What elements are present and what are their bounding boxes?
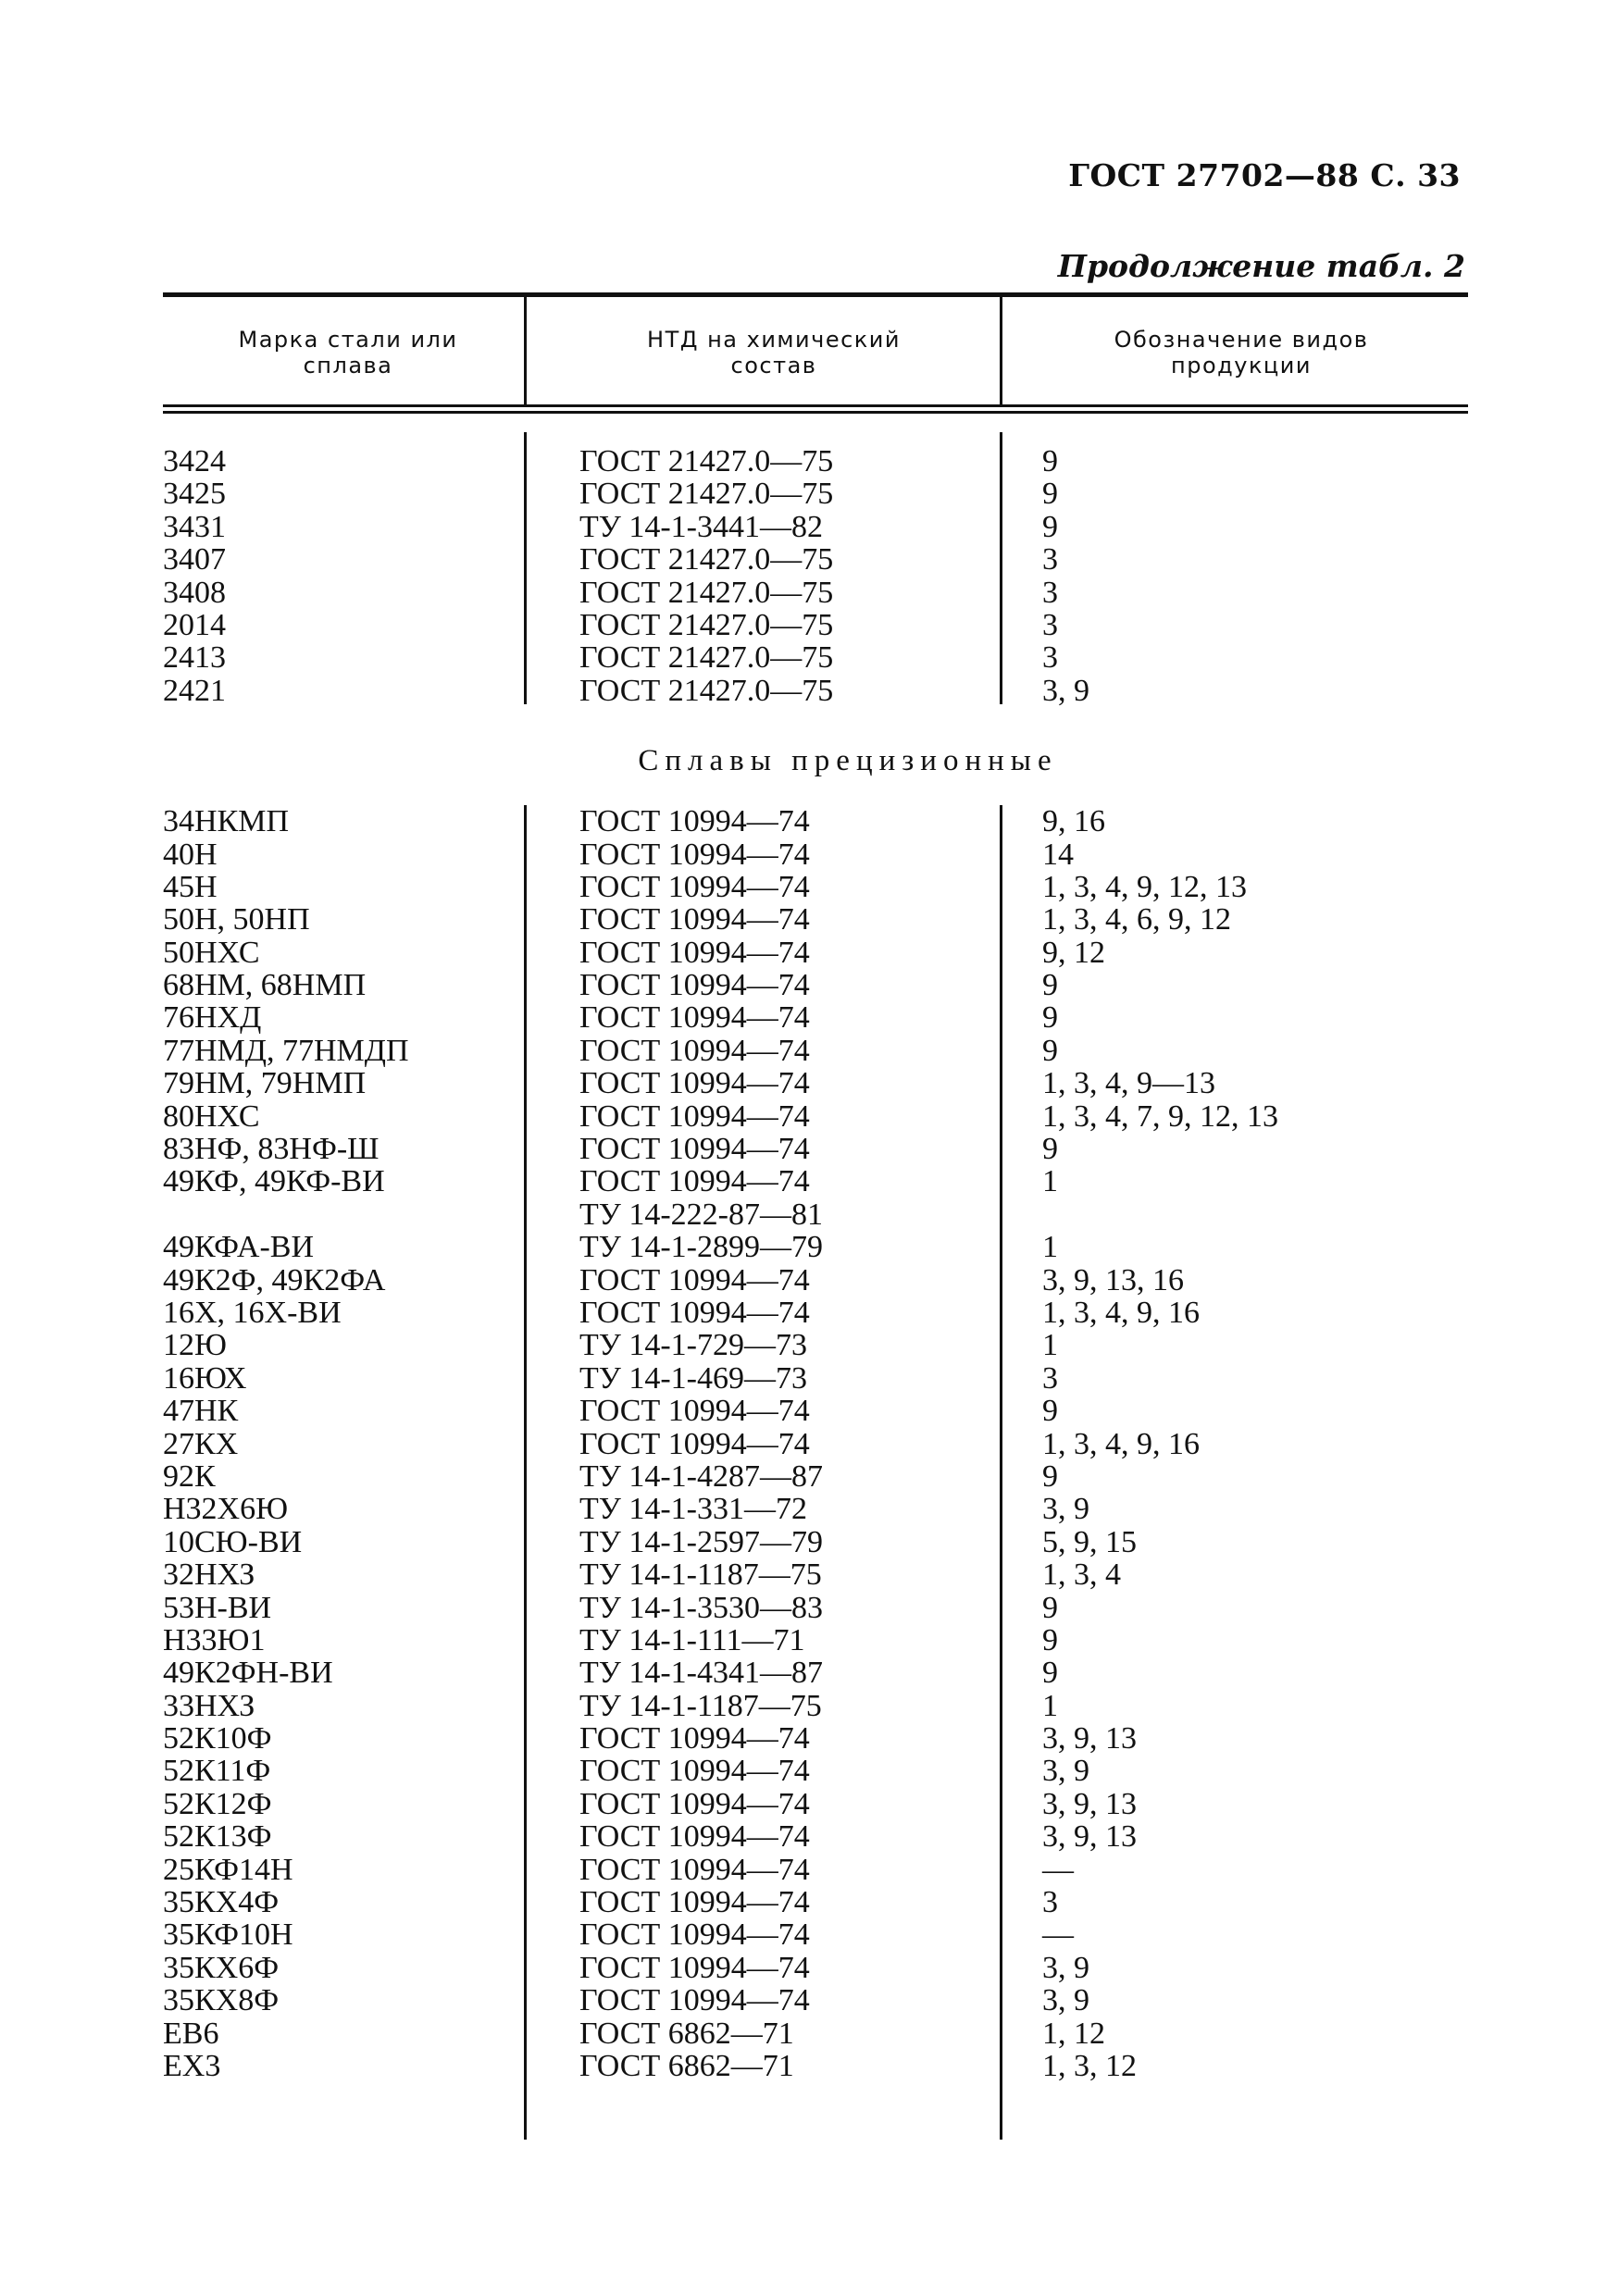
cell-ntd: ТУ 14-1-1187—75 bbox=[579, 1688, 822, 1723]
cell-ntd: ГОСТ 10994—74 bbox=[579, 1721, 810, 1756]
table-row bbox=[163, 937, 1468, 969]
table-row bbox=[163, 1329, 1468, 1361]
cell-products: 1, 3, 4, 9—13 bbox=[1042, 1066, 1215, 1101]
table-row bbox=[163, 1297, 1468, 1329]
steel-grades-table bbox=[163, 292, 1468, 2082]
cell-products: 9 bbox=[1042, 1033, 1058, 1068]
cell-ntd: ГОСТ 10994—74 bbox=[579, 1164, 810, 1199]
cell-products: 1 bbox=[1042, 1688, 1058, 1723]
cell-grade: 10СЮ-ВИ bbox=[163, 1524, 303, 1559]
table-row bbox=[163, 1001, 1468, 1034]
table-row bbox=[163, 1624, 1468, 1657]
cell-products: 3 bbox=[1042, 542, 1058, 577]
cell-products: 9 bbox=[1042, 1590, 1058, 1625]
cell-ntd: ГОСТ 10994—74 bbox=[579, 1885, 810, 1920]
cell-products: 3, 9, 13 bbox=[1042, 1786, 1137, 1821]
cell-grade: 33НХЗ bbox=[163, 1688, 255, 1723]
cell-grade: 52К11Ф bbox=[163, 1754, 271, 1789]
cell-grade: 3424 bbox=[163, 444, 226, 478]
cell-grade: 12Ю bbox=[163, 1328, 227, 1363]
cell-products: 3, 9, 13 bbox=[1042, 1819, 1137, 1855]
cell-grade: 80НХС bbox=[163, 1098, 260, 1134]
cell-ntd: ГОСТ 10994—74 bbox=[579, 1786, 810, 1821]
cell-grade: 2413 bbox=[163, 640, 226, 676]
cell-products: 3, 9 bbox=[1042, 1950, 1089, 1985]
cell-ntd: ТУ 14-1-1187—75 bbox=[579, 1558, 822, 1593]
cell-grade: 35КФ10Н bbox=[163, 1917, 293, 1953]
table-row bbox=[163, 903, 1468, 936]
table-row bbox=[163, 1067, 1468, 1099]
table-row bbox=[163, 478, 1468, 510]
cell-products: 1 bbox=[1042, 1164, 1058, 1199]
cell-products: 1, 3, 4, 9, 16 bbox=[1042, 1426, 1200, 1461]
cell-grade: 49К2Ф, 49К2ФА bbox=[163, 1262, 386, 1297]
cell-ntd: ГОСТ 10994—74 bbox=[579, 1000, 810, 1036]
header-products: Обозначение видов продукции bbox=[1114, 327, 1369, 379]
table-row bbox=[163, 871, 1468, 903]
table-row bbox=[163, 1428, 1468, 1460]
table-row bbox=[163, 1952, 1468, 1984]
cell-ntd: ГОСТ 10994—74 bbox=[579, 804, 810, 839]
cell-grade: 45Н bbox=[163, 869, 218, 904]
cell-grade: 49КФ, 49КФ-ВИ bbox=[163, 1164, 385, 1199]
table-row bbox=[163, 543, 1468, 576]
table-row bbox=[163, 1198, 1468, 1231]
table-row bbox=[163, 838, 1468, 871]
cell-products: 9 bbox=[1042, 968, 1058, 1003]
cell-ntd: ГОСТ 10994—74 bbox=[579, 837, 810, 872]
cell-ntd: ТУ 14-222-87—81 bbox=[579, 1197, 823, 1232]
cell-ntd: ГОСТ 10994—74 bbox=[579, 1098, 810, 1134]
cell-products: 3, 9, 13 bbox=[1042, 1721, 1137, 1756]
cell-grade: 35КХ6Ф bbox=[163, 1950, 280, 1985]
table-row bbox=[163, 1264, 1468, 1297]
cell-products: 3 bbox=[1042, 607, 1058, 642]
cell-products: 1, 3, 4 bbox=[1042, 1558, 1121, 1593]
cell-ntd: ТУ 14-1-2597—79 bbox=[579, 1524, 823, 1559]
cell-grade: 34НКМП bbox=[163, 804, 290, 839]
cell-products: 3, 9 bbox=[1042, 1983, 1089, 2018]
table-row bbox=[163, 577, 1468, 609]
cell-products: 3 bbox=[1042, 1885, 1058, 1920]
cell-ntd: ГОСТ 21427.0—75 bbox=[579, 640, 834, 676]
cell-ntd: ТУ 14-1-2899—79 bbox=[579, 1230, 823, 1265]
cell-ntd: ГОСТ 10994—74 bbox=[579, 869, 810, 904]
cell-grade: 49КФА-ВИ bbox=[163, 1230, 315, 1265]
cell-grade: 92К bbox=[163, 1458, 216, 1494]
cell-products: 3, 9 bbox=[1042, 1754, 1089, 1789]
header-ntd: НТД на химический состав bbox=[647, 327, 901, 379]
cell-grade: 52К10Ф bbox=[163, 1721, 272, 1756]
cell-products: 14 bbox=[1042, 837, 1074, 872]
table-row bbox=[163, 1133, 1468, 1165]
cell-grade: Н33Ю1 bbox=[163, 1622, 266, 1657]
cell-products: 5, 9, 15 bbox=[1042, 1524, 1137, 1559]
cell-ntd: ГОСТ 10994—74 bbox=[579, 1066, 810, 1101]
table-row bbox=[163, 1690, 1468, 1722]
cell-ntd: ГОСТ 21427.0—75 bbox=[579, 575, 834, 610]
table-row bbox=[163, 2050, 1468, 2082]
cell-grade: 3407 bbox=[163, 542, 226, 577]
table-row bbox=[163, 1788, 1468, 1820]
cell-grade: 50Н, 50НП bbox=[163, 902, 310, 937]
cell-grade: 47НК bbox=[163, 1394, 239, 1429]
cell-products: 9 bbox=[1042, 1394, 1058, 1429]
table-row bbox=[163, 1362, 1468, 1395]
table-header-row bbox=[163, 297, 1468, 404]
cell-ntd: ГОСТ 21427.0—75 bbox=[579, 607, 834, 642]
table-row bbox=[163, 1592, 1468, 1624]
cell-ntd: ГОСТ 10994—74 bbox=[579, 1262, 810, 1297]
cell-products: 1, 3, 12 bbox=[1042, 2048, 1137, 2083]
cell-ntd: ГОСТ 6862—71 bbox=[579, 2016, 794, 2051]
cell-grade: 27КХ bbox=[163, 1426, 239, 1461]
cell-ntd: ТУ 14-1-3441—82 bbox=[579, 509, 823, 544]
table-row bbox=[163, 1231, 1468, 1263]
table-block-precision-alloys bbox=[163, 805, 1468, 2082]
cell-grade: 50НХС bbox=[163, 935, 260, 970]
table-row bbox=[163, 641, 1468, 674]
header-grade: Марка стали или сплава bbox=[238, 327, 458, 379]
cell-grade: 79НМ, 79НМП bbox=[163, 1066, 367, 1101]
cell-ntd: ТУ 14-1-4287—87 bbox=[579, 1458, 823, 1494]
cell-ntd: ГОСТ 10994—74 bbox=[579, 1950, 810, 1985]
cell-ntd: ГОСТ 10994—74 bbox=[579, 1819, 810, 1855]
cell-products: 1 bbox=[1042, 1328, 1058, 1363]
cell-products: 1, 3, 4, 7, 9, 12, 13 bbox=[1042, 1098, 1278, 1134]
table-row bbox=[163, 675, 1468, 707]
cell-products: 1, 12 bbox=[1042, 2016, 1105, 2051]
cell-products: 1, 3, 4, 9, 16 bbox=[1042, 1295, 1200, 1330]
cell-ntd: ГОСТ 10994—74 bbox=[579, 1754, 810, 1789]
header-double-rule bbox=[163, 404, 1468, 414]
table-row bbox=[163, 969, 1468, 1001]
section-title-precision-alloys: Сплавы прецизионные bbox=[638, 744, 1058, 778]
cell-ntd: ГОСТ 10994—74 bbox=[579, 1132, 810, 1167]
cell-grade: 2014 bbox=[163, 607, 226, 642]
cell-grade: 2421 bbox=[163, 673, 226, 708]
cell-grade: 53Н-ВИ bbox=[163, 1590, 272, 1625]
cell-grade: 3408 bbox=[163, 575, 226, 610]
cell-grade: 68НМ, 68НМП bbox=[163, 968, 367, 1003]
cell-grade: 3431 bbox=[163, 509, 226, 544]
cell-products: 3, 9, 13, 16 bbox=[1042, 1262, 1184, 1297]
cell-products: 9 bbox=[1042, 1458, 1058, 1494]
table-row bbox=[163, 2017, 1468, 2050]
table-block-steels bbox=[163, 414, 1468, 716]
cell-grade: 77НМД, 77НМДП bbox=[163, 1033, 409, 1068]
cell-products: 9 bbox=[1042, 509, 1058, 544]
page-header: ГОСТ 27702—88 С. 33 bbox=[1068, 157, 1461, 193]
table-continuation-label: Продолжение табл. 2 bbox=[1057, 248, 1465, 284]
cell-ntd: ТУ 14-1-729—73 bbox=[579, 1328, 807, 1363]
cell-grade: 83НФ, 83НФ-Ш bbox=[163, 1132, 380, 1167]
cell-ntd: ГОСТ 10994—74 bbox=[579, 1983, 810, 2018]
table-row bbox=[163, 609, 1468, 641]
cell-products: 9 bbox=[1042, 1000, 1058, 1036]
table-row bbox=[163, 1100, 1468, 1133]
cell-grade: 25КФ14Н bbox=[163, 1852, 293, 1887]
table-row bbox=[163, 1755, 1468, 1787]
table-row bbox=[163, 1854, 1468, 1886]
cell-products: 3, 9 bbox=[1042, 673, 1089, 708]
cell-products: 9 bbox=[1042, 1622, 1058, 1657]
cell-products: 9 bbox=[1042, 477, 1058, 512]
cell-products: 1, 3, 4, 6, 9, 12 bbox=[1042, 902, 1231, 937]
table-row bbox=[163, 1460, 1468, 1493]
cell-products: 1 bbox=[1042, 1230, 1058, 1265]
table-row bbox=[163, 1820, 1468, 1853]
cell-ntd: ГОСТ 10994—74 bbox=[579, 935, 810, 970]
cell-ntd: ТУ 14-1-111—71 bbox=[579, 1622, 805, 1657]
cell-products: — bbox=[1042, 1917, 1074, 1953]
cell-products: 3 bbox=[1042, 640, 1058, 676]
cell-ntd: ТУ 14-1-469—73 bbox=[579, 1360, 807, 1396]
cell-ntd: ГОСТ 21427.0—75 bbox=[579, 542, 834, 577]
table-row bbox=[163, 1035, 1468, 1067]
cell-products: 3, 9 bbox=[1042, 1492, 1089, 1527]
cell-products: 9, 16 bbox=[1042, 804, 1105, 839]
cell-grade: 32НХЗ bbox=[163, 1558, 255, 1593]
cell-grade: 3425 bbox=[163, 477, 226, 512]
table-row bbox=[163, 1657, 1468, 1689]
table-row bbox=[163, 805, 1468, 838]
cell-ntd: ТУ 14-1-3530—83 bbox=[579, 1590, 823, 1625]
cell-grade: ЕВ6 bbox=[163, 2016, 219, 2051]
cell-products: — bbox=[1042, 1852, 1074, 1887]
cell-grade: 76НХД bbox=[163, 1000, 262, 1036]
table-row bbox=[163, 1165, 1468, 1198]
cell-products: 1, 3, 4, 9, 12, 13 bbox=[1042, 869, 1247, 904]
cell-ntd: ГОСТ 10994—74 bbox=[579, 1917, 810, 1953]
cell-ntd: ГОСТ 10994—74 bbox=[579, 1394, 810, 1429]
cell-grade: Н32Х6Ю bbox=[163, 1492, 289, 1527]
table-row bbox=[163, 1722, 1468, 1755]
cell-ntd: ГОСТ 6862—71 bbox=[579, 2048, 794, 2083]
table-row bbox=[163, 1493, 1468, 1525]
table-row bbox=[163, 1984, 1468, 2017]
cell-grade: 35КХ4Ф bbox=[163, 1885, 280, 1920]
table-row bbox=[163, 511, 1468, 543]
cell-ntd: ГОСТ 10994—74 bbox=[579, 902, 810, 937]
cell-ntd: ГОСТ 21427.0—75 bbox=[579, 673, 834, 708]
cell-grade: 49К2ФН-ВИ bbox=[163, 1656, 333, 1691]
cell-grade: 35КХ8Ф bbox=[163, 1983, 280, 2018]
cell-ntd: ГОСТ 10994—74 bbox=[579, 1033, 810, 1068]
table-row bbox=[163, 445, 1468, 478]
cell-ntd: ГОСТ 10994—74 bbox=[579, 1852, 810, 1887]
cell-products: 3 bbox=[1042, 1360, 1058, 1396]
cell-ntd: ГОСТ 10994—74 bbox=[579, 968, 810, 1003]
cell-grade: 40Н bbox=[163, 837, 218, 872]
table-row bbox=[163, 1395, 1468, 1427]
table-row bbox=[163, 1526, 1468, 1558]
cell-grade: 52К12Ф bbox=[163, 1786, 272, 1821]
table-row bbox=[163, 1558, 1468, 1591]
cell-grade: ЕХ3 bbox=[163, 2048, 221, 2083]
cell-grade: 52К13Ф bbox=[163, 1819, 272, 1855]
table-row bbox=[163, 1918, 1468, 1951]
cell-ntd: ГОСТ 10994—74 bbox=[579, 1426, 810, 1461]
cell-grade: 16ЮХ bbox=[163, 1360, 247, 1396]
cell-products: 9 bbox=[1042, 1132, 1058, 1167]
cell-products: 9 bbox=[1042, 444, 1058, 478]
cell-ntd: ТУ 14-1-331—72 bbox=[579, 1492, 807, 1527]
cell-ntd: ГОСТ 21427.0—75 bbox=[579, 477, 834, 512]
cell-grade: 16Х, 16Х-ВИ bbox=[163, 1295, 342, 1330]
cell-ntd: ТУ 14-1-4341—87 bbox=[579, 1656, 823, 1691]
table-row bbox=[163, 1886, 1468, 1918]
cell-products: 9, 12 bbox=[1042, 935, 1105, 970]
cell-ntd: ГОСТ 10994—74 bbox=[579, 1295, 810, 1330]
cell-products: 9 bbox=[1042, 1656, 1058, 1691]
cell-ntd: ГОСТ 21427.0—75 bbox=[579, 444, 834, 478]
cell-products: 3 bbox=[1042, 575, 1058, 610]
